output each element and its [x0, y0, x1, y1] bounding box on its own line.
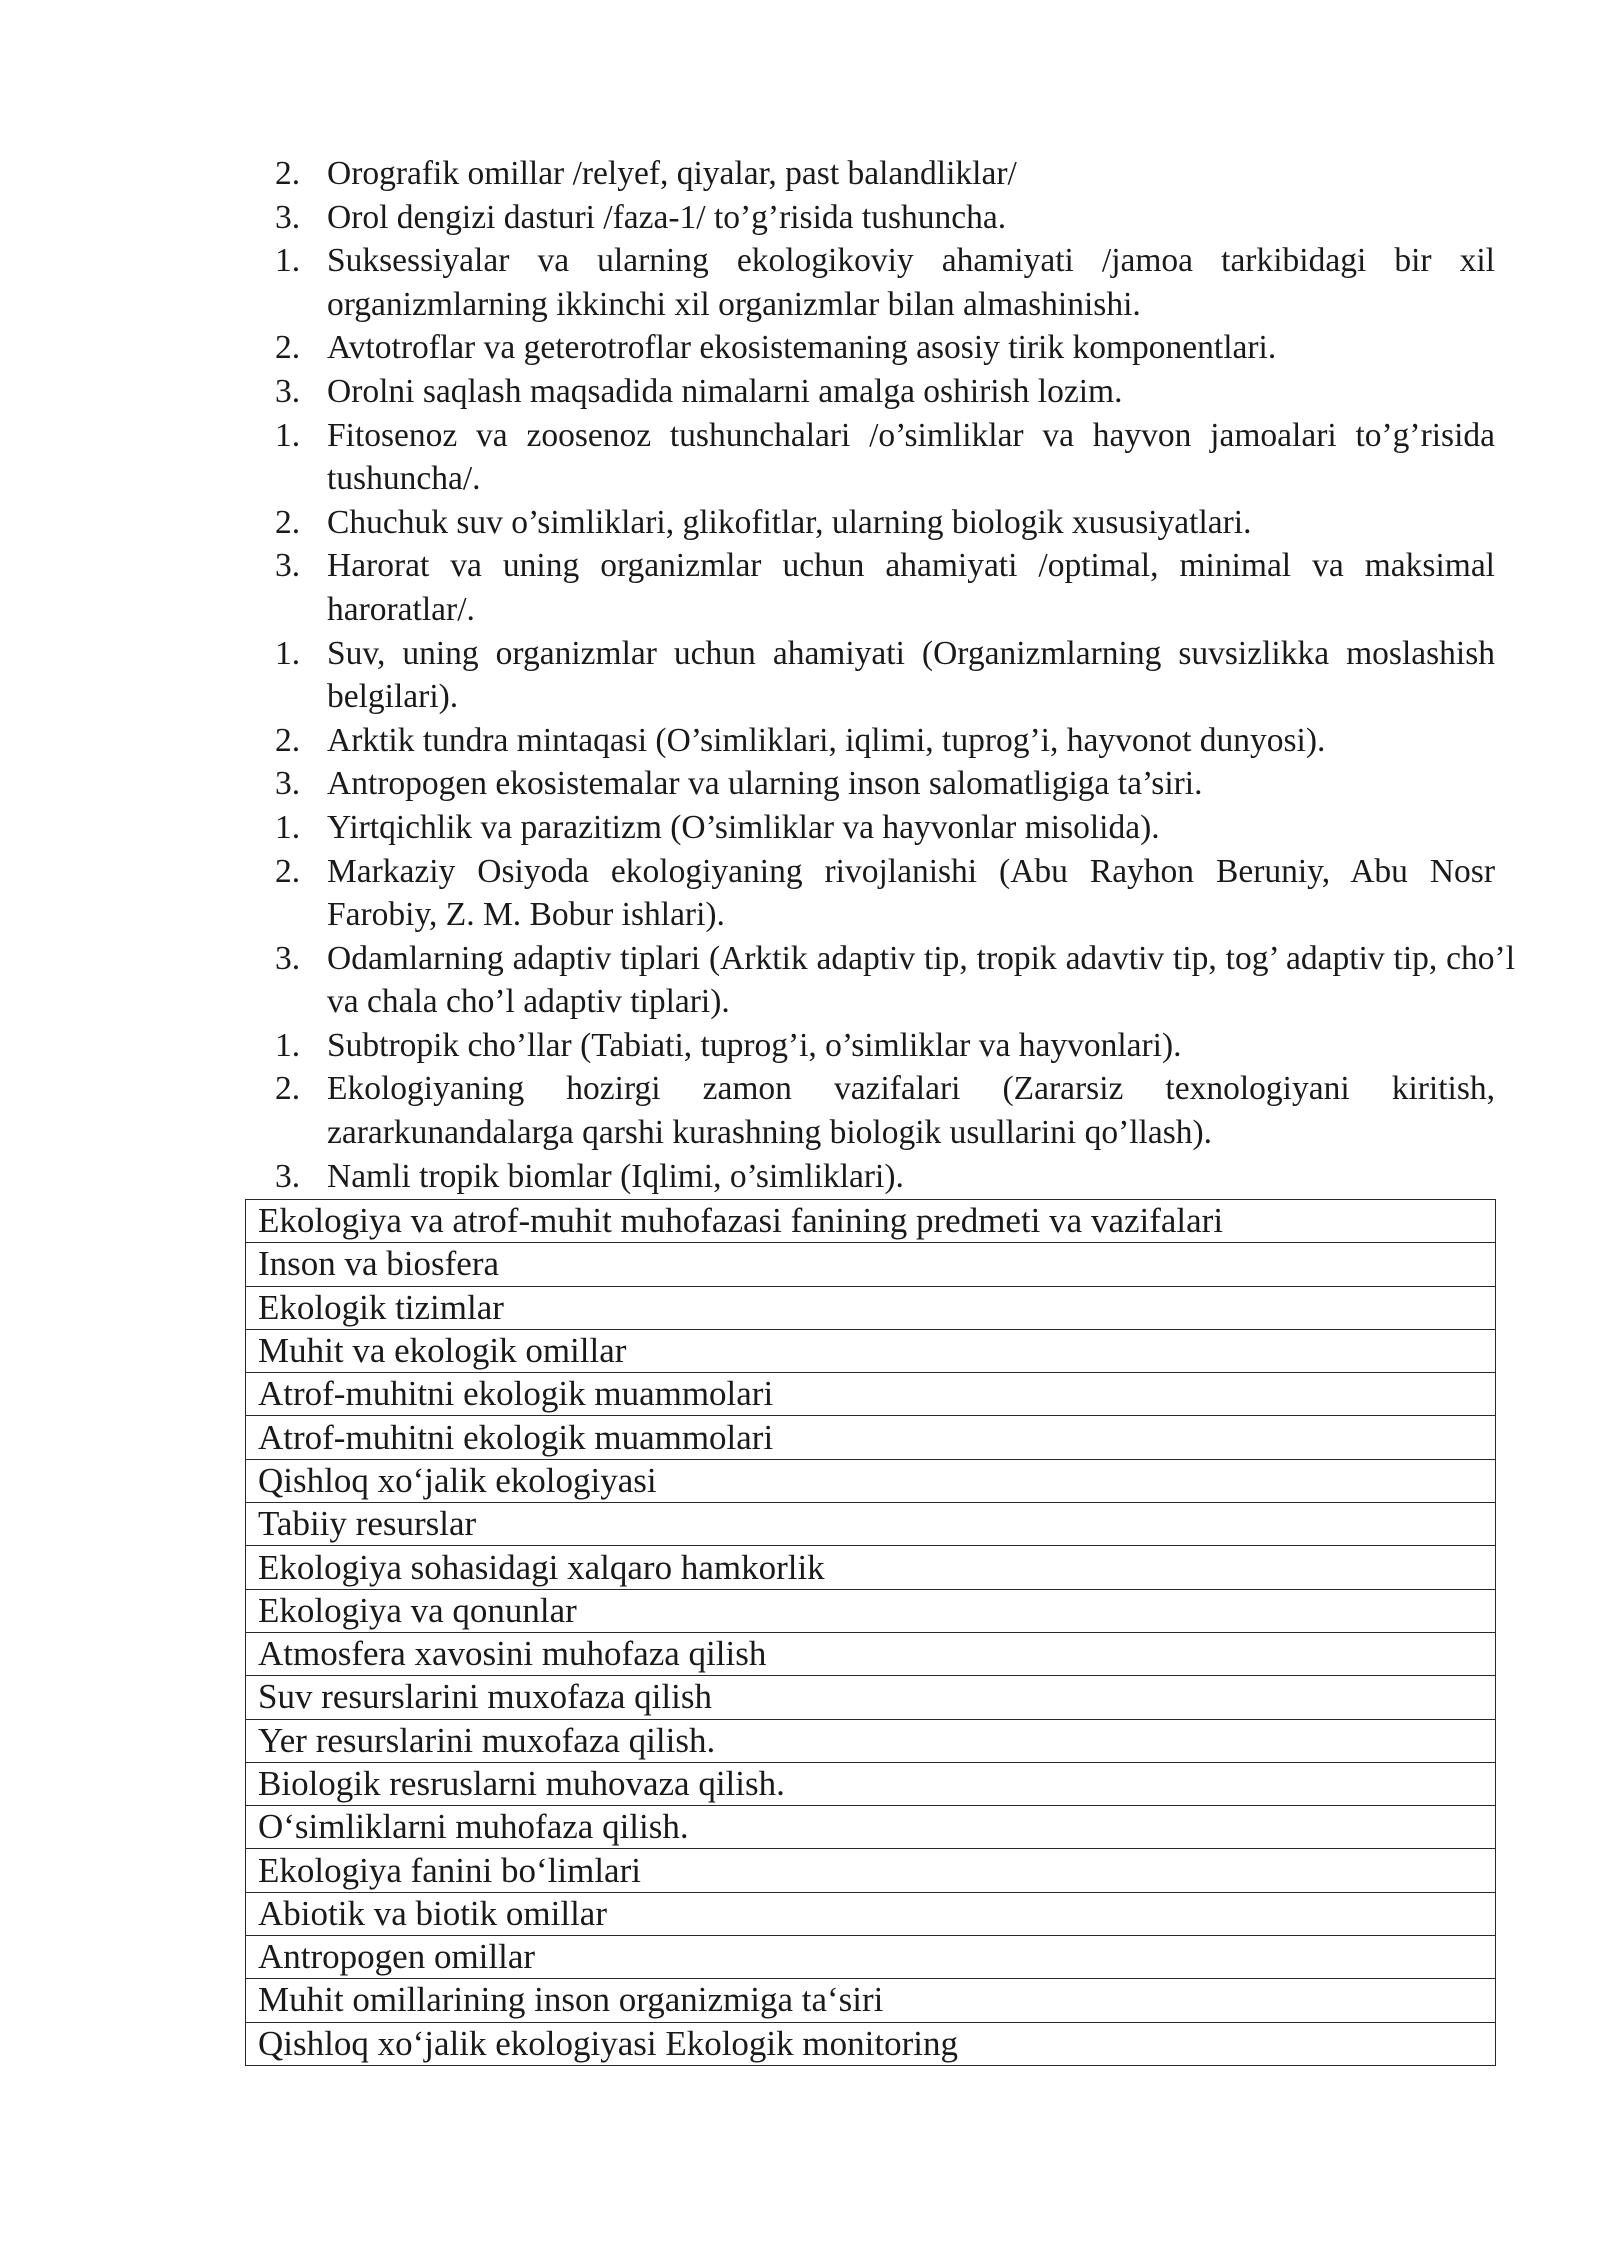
topic-cell: Ekologiya va qonunlar [246, 1589, 1496, 1632]
question-number: 1. [275, 1026, 301, 1064]
question-text: Ekologiyaning hozirgi zamon vazifalari (Zararsiz texnologiyani kiritish, zararkunandalarga qarshi kurashning biologik usullarini qo’llash). [327, 1070, 1495, 1152]
topic-cell: Ekologiya fanini bo‘limlari [246, 1849, 1496, 1892]
question-number: 3. [275, 765, 301, 803]
table-row [246, 1286, 1496, 1329]
question-item [275, 544, 1495, 631]
topic-cell: Yer resurslarini muxofaza qilish. [246, 1719, 1496, 1762]
topic-cell: Tabiiy resurslar [246, 1503, 1496, 1546]
table-row [246, 1849, 1496, 1892]
question-number: 2. [275, 329, 301, 367]
question-item [275, 1067, 1495, 1154]
table-row [246, 1243, 1496, 1286]
topic-cell: Ekologik tizimlar [246, 1286, 1496, 1329]
question-item [275, 196, 1495, 240]
topics-table [245, 1199, 1496, 2066]
topic-cell: Muhit omillarining inson organizmiga ta‘siri [246, 1979, 1496, 2022]
question-text: Avtotroflar va geterotroflar ekosistemaning asosiy tirik komponentlari. [327, 329, 1277, 367]
topic-cell: O‘simliklarni muhofaza qilish. [246, 1806, 1496, 1849]
topic-cell: Suv resurslarini muxofaza qilish [246, 1676, 1496, 1719]
question-item [275, 414, 1495, 501]
topic-cell: Abiotik va biotik omillar [246, 1892, 1496, 1935]
question-number: 2. [275, 1070, 301, 1108]
question-item [275, 1024, 1495, 1068]
question-number: 1. [275, 808, 301, 846]
question-item [275, 1155, 1495, 1199]
question-text: Arktik tundra mintaqasi (O’simliklari, iqlimi, tuprog’i, hayvonot dunyosi). [327, 721, 1326, 759]
question-number: 3. [275, 1157, 301, 1195]
question-text: Yirtqichlik va parazitizm (O’simliklar va hayvonlar misolida). [327, 808, 1160, 846]
question-item [275, 806, 1495, 850]
question-item [275, 719, 1495, 763]
table-row [246, 2022, 1496, 2065]
table-row [246, 1503, 1496, 1546]
question-number: 1. [275, 634, 301, 672]
table-row [246, 1373, 1496, 1416]
table-row [246, 1979, 1496, 2022]
question-number: 2. [275, 721, 301, 759]
question-item [275, 152, 1495, 196]
table-row [246, 1200, 1496, 1243]
question-number: 3. [275, 372, 301, 410]
question-text: Chuchuk suv o’simliklari, glikofitlar, ularning biologik xususiyatlari. [327, 503, 1252, 541]
question-item [275, 501, 1495, 545]
topic-cell: Ekologiya sohasidagi xalqaro hamkorlik [246, 1546, 1496, 1589]
question-text: Namli tropik biomlar (Iqlimi, o’simliklari). [327, 1157, 904, 1195]
topic-cell: Qishloq xo‘jalik ekologiyasi [246, 1459, 1496, 1502]
topic-cell: Inson va biosfera [246, 1243, 1496, 1286]
topic-cell: Atmosfera xavosini muhofaza qilish [246, 1632, 1496, 1675]
topic-cell: Antropogen omillar [246, 1936, 1496, 1979]
question-number: 2. [275, 503, 301, 541]
question-number: 3. [275, 198, 301, 236]
table-row [246, 1936, 1496, 1979]
question-text: Subtropik cho’llar (Tabiati, tuprog’i, o’simliklar va hayvonlari). [327, 1026, 1182, 1064]
table-row [246, 1546, 1496, 1589]
topic-cell: Ekologiya va atrof-muhit muhofazasi fanining predmeti va vazifalari [246, 1200, 1496, 1243]
question-text: Antropogen ekosistemalar va ularning inson salomatligiga ta’siri. [327, 765, 1203, 803]
topic-cell: Biologik resruslarni muhovaza qilish. [246, 1762, 1496, 1805]
question-text: Odamlarning adaptiv tiplari (Arktik adaptiv tip, tropik adavtiv tip, tog’ adaptiv tip, cho’l va chala cho’l adaptiv tiplari). [327, 939, 1515, 1021]
question-number: 2. [275, 852, 301, 890]
topic-cell: Atrof-muhitni ekologik muammolari [246, 1416, 1496, 1459]
table-row [246, 1329, 1496, 1372]
question-text: Markaziy Osiyoda ekologiyaning rivojlanishi (Abu Rayhon Beruniy, Abu Nosr Farobiy, Z. M. Bobur ishlari). [327, 852, 1495, 934]
table-row [246, 1632, 1496, 1675]
question-text: Fitosenoz va zoosenoz tushunchalari /o’simliklar va hayvon jamoalari to’g’risida tushuncha/. [327, 416, 1495, 498]
question-item [275, 239, 1495, 326]
question-text: Orol dengizi dasturi /faza-1/ to’g’risida tushuncha. [327, 198, 1007, 236]
question-number: 3. [275, 939, 301, 977]
question-text: Orolni saqlash maqsadida nimalarni amalga oshirish lozim. [327, 372, 1123, 410]
table-row [246, 1719, 1496, 1762]
table-row [246, 1806, 1496, 1849]
topic-cell: Muhit va ekologik omillar [246, 1329, 1496, 1372]
question-text: Orografik omillar /relyef, qiyalar, past balandliklar/ [327, 155, 1017, 192]
table-row [246, 1676, 1496, 1719]
question-item [275, 326, 1495, 370]
table-row [246, 1589, 1496, 1632]
question-item [275, 762, 1495, 806]
topic-cell: Atrof-muhitni ekologik muammolari [246, 1373, 1496, 1416]
question-text: Harorat va uning organizmlar uchun ahamiyati /optimal, minimal va maksimal haroratlar/. [327, 547, 1495, 628]
question-number: 3. [275, 547, 301, 585]
question-number: 1. [275, 242, 301, 280]
question-text: Suv, uning organizmlar uchun ahamiyati (Organizmlarning suvsizlikka moslashish belgilari). [327, 634, 1495, 716]
question-item [275, 632, 1495, 719]
question-list [275, 152, 1515, 1198]
table-row [246, 1459, 1496, 1502]
topic-cell: Qishloq xo‘jalik ekologiyasi Ekologik monitoring [246, 2022, 1496, 2065]
table-row [246, 1416, 1496, 1459]
question-text: Suksessiyalar va ularning ekologikoviy ahamiyati /jamoa tarkibidagi bir xil organizmlarning ikkinchi xil organizmlar bilan almashinishi. [327, 242, 1495, 323]
table-row [246, 1762, 1496, 1805]
question-item [275, 850, 1495, 937]
question-item [275, 370, 1495, 414]
question-item [275, 937, 1515, 1024]
table-row [246, 1892, 1496, 1935]
question-number: 1. [275, 416, 301, 454]
question-number: 2. [275, 155, 301, 192]
